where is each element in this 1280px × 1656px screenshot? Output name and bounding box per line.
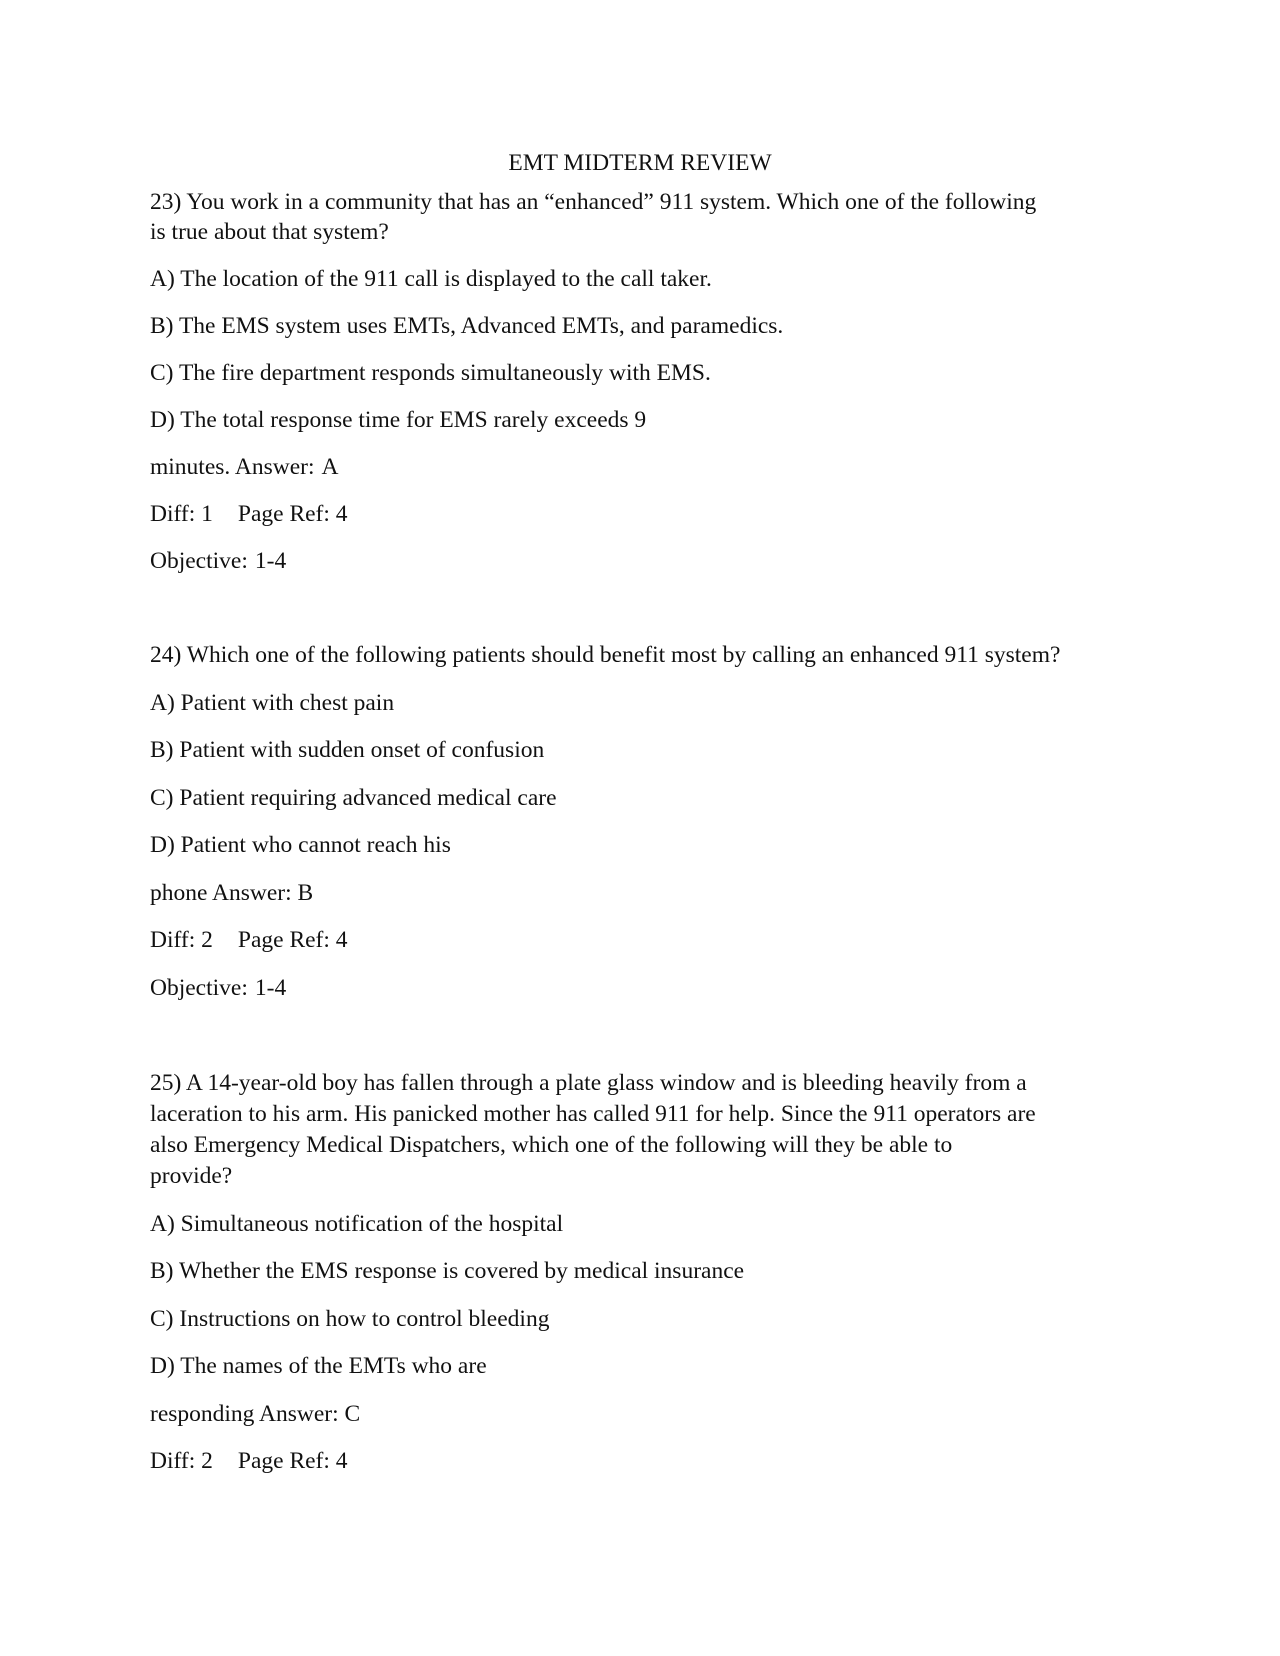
question-25-stem-line-3: also Emergency Medical Dispatchers, which one of the following will they be able to xyxy=(150,1132,953,1158)
question-25-option-b: B) Whether the EMS response is covered by medical insurance xyxy=(150,1258,745,1284)
question-23-stem-line-1: 23) You work in a community that has an “enhanced” 911 system. Which one of the following xyxy=(150,189,1037,215)
question-24-objective-label: Objective: xyxy=(150,975,248,1001)
question-25-diff: Diff: 2 xyxy=(150,1448,213,1474)
question-25-option-a: A) Simultaneous notification of the hospital xyxy=(150,1211,564,1237)
question-24-option-c: C) Patient requiring advanced medical care xyxy=(150,785,557,811)
question-25-answer: responding Answer: C xyxy=(150,1401,361,1427)
question-24-objective xyxy=(150,973,1130,1004)
question-25-option-c: C) Instructions on how to control bleeding xyxy=(150,1306,550,1332)
document-title: EMT MIDTERM REVIEW xyxy=(508,150,772,176)
question-23-option-c: C) The fire department responds simultaneously with EMS. xyxy=(150,360,711,386)
question-24-diff: Diff: 2 xyxy=(150,927,213,953)
question-23-option-d: D) The total response time for EMS rarely exceeds 9 xyxy=(150,407,647,433)
question-23-option-b: B) The EMS system uses EMTs, Advanced EMTs, and paramedics. xyxy=(150,313,784,339)
question-24-answer: phone Answer: B xyxy=(150,880,314,906)
question-23-objective xyxy=(150,546,1130,577)
question-25-option-d: D) The names of the EMTs who are xyxy=(150,1353,487,1379)
question-24-option-b: B) Patient with sudden onset of confusion xyxy=(150,737,545,763)
question-23-page-ref: Page Ref: 4 xyxy=(237,501,348,527)
question-25-page-ref: Page Ref: 4 xyxy=(237,1448,348,1474)
question-23-objective-value: 1-4 xyxy=(254,548,287,574)
question-23-answer-value: A xyxy=(321,454,339,480)
question-23-stem-line-2: is true about that system? xyxy=(150,219,389,245)
question-24-meta xyxy=(150,925,1130,956)
question-25-stem-line-4: provide? xyxy=(150,1163,233,1189)
question-24-stem-line-1: 24) Which one of the following patients should benefit most by calling an enhanced 911 system? xyxy=(150,642,1061,668)
question-23-diff: Diff: 1 xyxy=(150,501,213,527)
question-25-meta xyxy=(150,1446,1130,1477)
question-25-stem-line-1: 25) A 14-year-old boy has fallen through a plate glass window and is bleeding heavily from a xyxy=(150,1070,1027,1096)
question-25-stem-line-2: laceration to his arm. His panicked mother has called 911 for help. Since the 911 operators are xyxy=(150,1101,1036,1127)
question-23-option-a: A) The location of the 911 call is displayed to the call taker. xyxy=(150,266,712,292)
question-23-objective-label: Objective: xyxy=(150,548,248,574)
question-23-answer-label: minutes. Answer: xyxy=(150,454,315,480)
question-24-option-d: D) Patient who cannot reach his xyxy=(150,832,451,858)
question-24-option-a: A) Patient with chest pain xyxy=(150,690,395,716)
question-24-page-ref: Page Ref: 4 xyxy=(237,927,348,953)
question-23-meta xyxy=(150,499,1130,530)
question-24-objective-value: 1-4 xyxy=(254,975,287,1001)
question-23-answer xyxy=(150,452,1130,483)
